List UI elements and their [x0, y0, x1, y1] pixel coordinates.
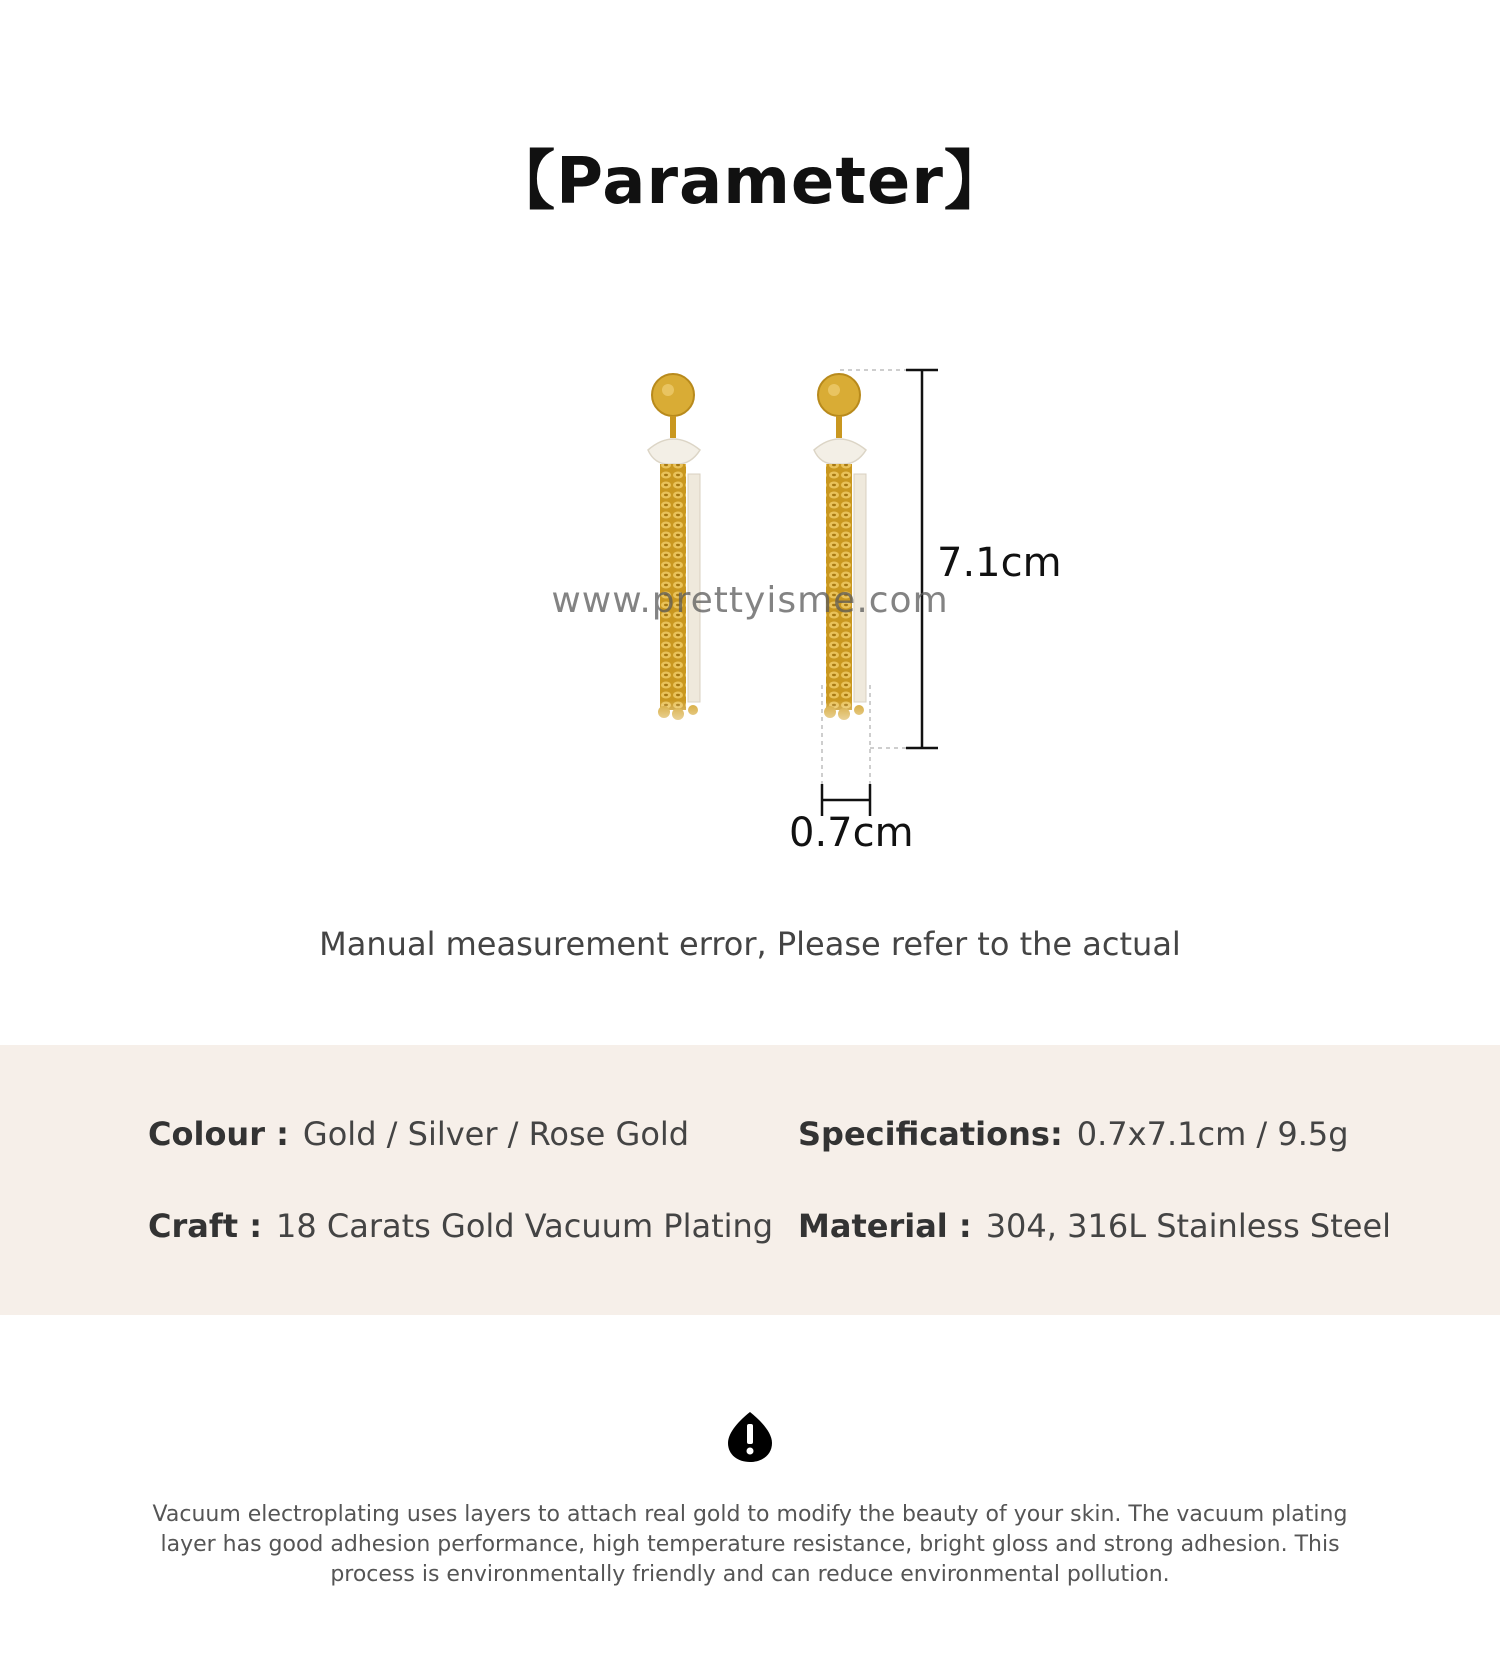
spec-colour-value: Gold / Silver / Rose Gold [302, 1115, 690, 1153]
left-earring [648, 374, 710, 740]
spec-material-label: Material : [798, 1207, 972, 1245]
spec-specifications-value: 0.7x7.1cm / 9.5g [1076, 1115, 1349, 1153]
watermark: www.prettyisme.com [551, 580, 949, 621]
page-title: 【Parameter】 [491, 145, 1009, 219]
spec-material [798, 1207, 1391, 1245]
measurement-note: Manual measurement error, Please refer to the actual [319, 925, 1181, 963]
exclamation-icon [726, 1410, 774, 1464]
height-label: 7.1cm [937, 540, 1062, 586]
product-figure [0, 340, 1500, 880]
spec-craft-value: 18 Carats Gold Vacuum Plating [276, 1207, 774, 1245]
spec-colour [148, 1115, 689, 1153]
right-earring [814, 374, 876, 740]
spec-craft-label: Craft : [148, 1207, 263, 1245]
spec-specifications [798, 1115, 1349, 1153]
spec-material-value: 304, 316L Stainless Steel [985, 1207, 1392, 1245]
width-label: 0.7cm [789, 810, 914, 856]
spec-specifications-label: Specifications: [798, 1115, 1063, 1153]
spec-colour-label: Colour : [148, 1115, 289, 1153]
spec-panel [0, 1045, 1500, 1315]
spec-craft [148, 1207, 773, 1245]
plating-description: Vacuum electroplating uses layers to attach real gold to modify the beauty of your skin. The vacuum plating layer has good adhesion performance, high temperature resistance, bright gloss and strong adhesion. This process is environmentally friendly and can reduce environmental pollution. [152, 1502, 1348, 1587]
